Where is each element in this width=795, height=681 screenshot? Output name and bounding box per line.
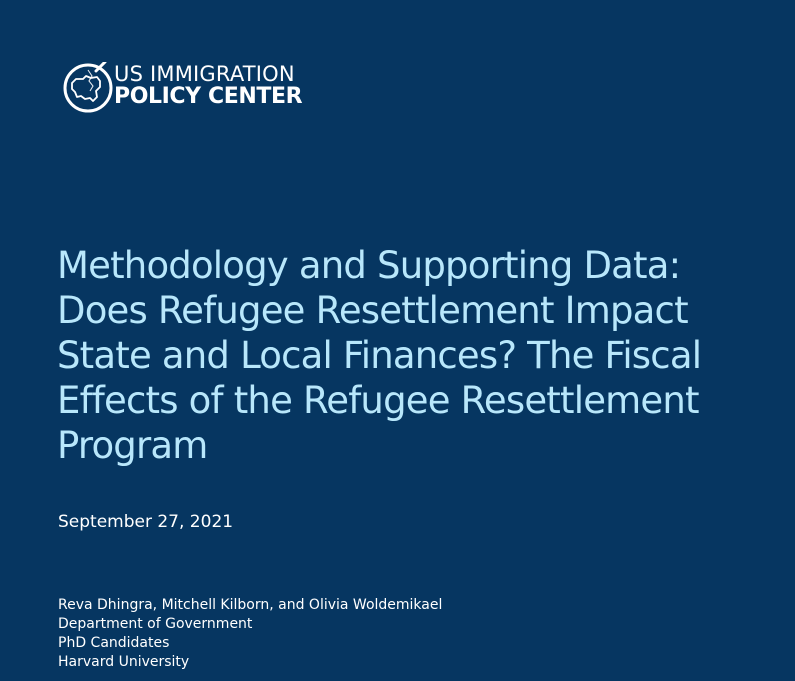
organization-name-line-2: POLICY CENTER — [114, 84, 303, 109]
author-names: Reva Dhingra, Mitchell Kilborn, and Olivia Woldemikael — [58, 597, 443, 613]
author-institution: Harvard University — [58, 654, 190, 670]
author-department: Department of Government — [58, 616, 253, 632]
author-role: PhD Candidates — [58, 635, 170, 651]
publication-date: September 27, 2021 — [58, 512, 234, 532]
us-map-globe-icon — [62, 62, 114, 114]
organization-name-line-1: US IMMIGRATION — [114, 62, 295, 86]
organization-logo — [62, 62, 352, 114]
author-block — [58, 596, 442, 672]
report-title: Methodology and Supporting Data: Does Refugee Resettlement Impact State and Local Finances? The Fiscal Effects of the Refugee Resettlement Program — [57, 244, 702, 467]
